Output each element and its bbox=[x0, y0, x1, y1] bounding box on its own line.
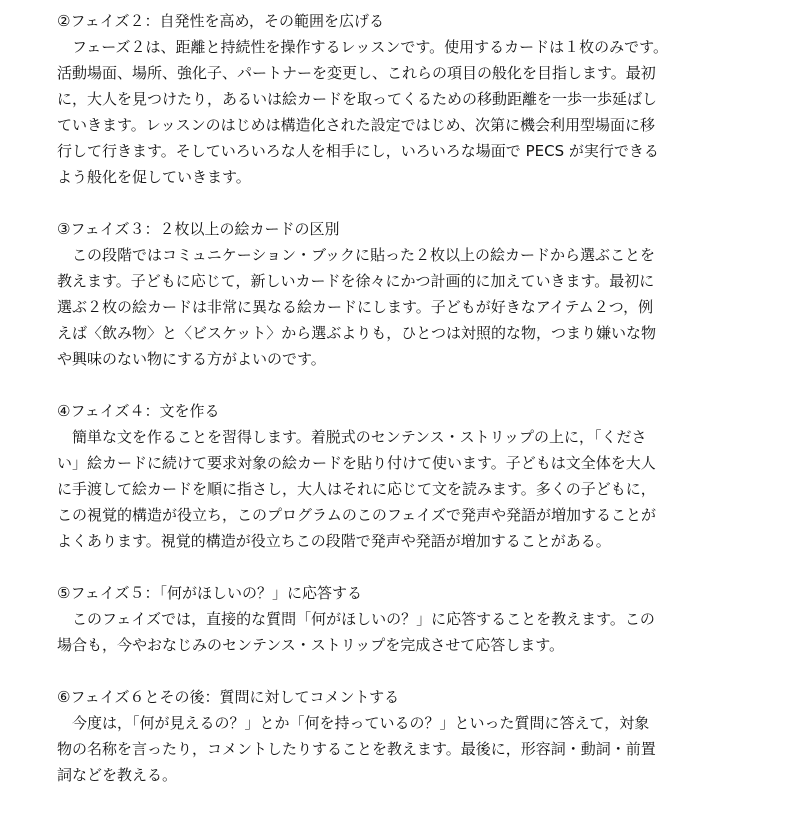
text-line: ていきます。レッスンのはじめは構造化された設定ではじめ、次第に機会利用型場面に移 bbox=[57, 116, 656, 134]
section-body bbox=[57, 34, 739, 190]
text-line: このフェイズでは，直接的な質問「何がほしいの？」に応答することを教えます。この bbox=[72, 610, 655, 628]
section-phase-3 bbox=[57, 216, 739, 372]
text-line: よくあります。視覚的構造が役立ちこの段階で発声や発語が増加することがある。 bbox=[57, 532, 611, 550]
text-line: この視覚的構造が役立ち，このプログラムのこのフェイズで発声や発語が増加することが bbox=[57, 506, 656, 524]
section-body bbox=[57, 710, 739, 788]
text-line: フェーズ２は、距離と持続性を操作するレッスンです。使用するカードは１枚のみです。 bbox=[72, 38, 668, 56]
section-phase-6 bbox=[57, 684, 739, 788]
section-heading: ②フェイズ２：自発性を高め，その範囲を広げる bbox=[57, 12, 384, 30]
text-line: この段階ではコミュニケーション・ブックに貼った２枚以上の絵カードから選ぶことを bbox=[72, 246, 656, 264]
text-line: 場合も，今やおなじみのセンテンス・ストリップを完成させて応答します。 bbox=[57, 636, 565, 654]
text-line: 行して行きます。そしていろいろな人を相手にし，いろいろな場面で PECS が実行できる bbox=[57, 142, 659, 160]
text-line: に，大人を見つけたり，あるいは絵カードを取ってくるための移動距離を一歩一歩延ばし bbox=[57, 90, 658, 108]
section-heading: ④フェイズ４：文を作る bbox=[57, 402, 220, 420]
text-line: 物の名称を言ったり，コメントしたりすることを教えます。最後に，形容詞・動詞・前置 bbox=[57, 740, 656, 758]
section-body bbox=[57, 242, 739, 372]
section-heading: ③フェイズ３：２枚以上の絵カードの区別 bbox=[57, 220, 340, 238]
text-line: えば〈飲み物〉と〈ビスケット〉から選ぶよりも，ひとつは対照的な物，つまり嫌いな物 bbox=[57, 324, 656, 342]
document-page bbox=[57, 8, 739, 814]
section-phase-4 bbox=[57, 398, 739, 554]
text-line: 簡単な文を作ることを習得します。着脱式のセンテンス・ストリップの上に，「くださ bbox=[72, 428, 647, 446]
text-line: 今度は，「何が見えるの？」とか「何を持っているの？」といった質問に答えて，対象 bbox=[72, 714, 650, 732]
section-heading: ⑤フェイズ５：｢何がほしいの？」に応答する bbox=[57, 584, 363, 602]
section-phase-2 bbox=[57, 8, 739, 190]
text-line: 教えます。子どもに応じて，新しいカードを徐々にかつ計画的に加えていきます。最初に bbox=[57, 272, 655, 290]
section-heading: ⑥フェイズ６とその後：質問に対してコメントする bbox=[57, 688, 400, 706]
text-line: や興味のない物にする方がよいのです。 bbox=[57, 350, 326, 368]
text-line: 詞などを教える。 bbox=[57, 766, 178, 784]
text-line: い」絵カードに続けて要求対象の絵カードを貼り付けて使います。子どもは文全体を大人 bbox=[57, 454, 656, 472]
text-line: 選ぶ２枚の絵カードは非常に異なる絵カードにします。子どもが好きなアイテム２つ，例 bbox=[57, 298, 654, 316]
text-line: よう般化を促していきます。 bbox=[57, 168, 251, 186]
section-phase-5 bbox=[57, 580, 739, 658]
section-body bbox=[57, 606, 739, 658]
text-line: に手渡して絵カードを順に指さし，大人はそれに応じて文を読みます。多くの子どもに， bbox=[57, 480, 656, 498]
text-line: 活動場面、場所、強化子、パートナーを変更し、これらの項目の般化を目指します。最初 bbox=[57, 64, 656, 82]
section-body bbox=[57, 424, 739, 554]
